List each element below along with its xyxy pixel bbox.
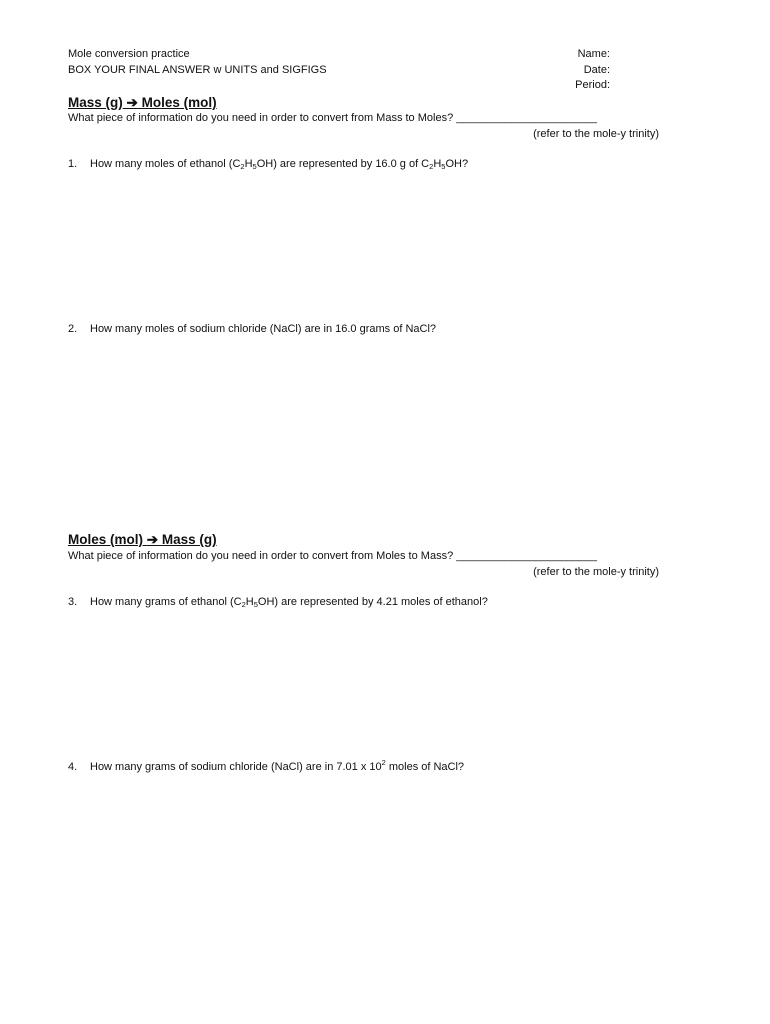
date-label: Date:: [583, 64, 610, 76]
period-label: Period:: [575, 79, 610, 91]
subscript: 2: [241, 600, 246, 609]
question-text: How many moles of ethanol (C: [90, 158, 241, 170]
section1-hint: (refer to the mole-y trinity): [533, 128, 659, 140]
question-text: How many grams of sodium chloride (NaCl) are in 7.01 x 10: [90, 761, 382, 773]
subscript: 5: [252, 162, 257, 171]
question-text: How many moles of sodium chloride (NaCl) are in 16.0 grams of NaCl?: [90, 323, 437, 335]
question-text: H: [245, 596, 254, 608]
arrow-right-icon: ➔: [146, 532, 159, 547]
subscript: 2: [429, 162, 434, 171]
worksheet-instruction: BOX YOUR FINAL ANSWER w UNITS and SIGFIGS: [68, 64, 327, 76]
arrow-right-icon: ➔: [126, 95, 138, 110]
question-text: OH) are represented by 4.21 moles of ethanol?: [257, 596, 488, 608]
question-text: How many grams of ethanol (C: [90, 596, 242, 608]
section1-title-left: Mass (g): [68, 95, 123, 110]
worksheet-title: Mole conversion practice: [68, 48, 190, 60]
name-label: Name:: [577, 48, 610, 60]
question-number: 2.: [68, 323, 78, 335]
section-mass-to-moles-title: [68, 95, 217, 111]
question-text: moles of NaCl?: [385, 761, 465, 773]
subscript: 5: [253, 600, 258, 609]
subscript: 5: [441, 162, 446, 171]
section2-prompt: What piece of information do you need in order to convert from Moles to Mass? _______________________: [68, 550, 597, 562]
superscript: 2: [381, 758, 386, 767]
question-number: 1.: [68, 158, 78, 170]
section2-hint: (refer to the mole-y trinity): [533, 566, 659, 578]
question-text: H: [433, 158, 442, 170]
question-4: [68, 760, 464, 774]
section-moles-to-mass-title: [68, 532, 217, 548]
subscript: 2: [240, 162, 245, 171]
question-2: [68, 322, 436, 336]
section1-title-right: Moles (mol): [141, 95, 217, 110]
section2-title-left: Moles (mol): [68, 532, 144, 547]
question-1: [68, 157, 468, 171]
section2-title-right: Mass (g): [161, 532, 217, 547]
question-text: H: [244, 158, 253, 170]
section1-prompt: What piece of information do you need in order to convert from Mass to Moles? _______________________: [68, 112, 597, 124]
question-text: OH?: [445, 158, 469, 170]
question-number: 3.: [68, 596, 78, 608]
question-text: OH) are represented by 16.0 g of C: [256, 158, 430, 170]
question-3: [68, 595, 488, 609]
question-number: 4.: [68, 761, 78, 773]
